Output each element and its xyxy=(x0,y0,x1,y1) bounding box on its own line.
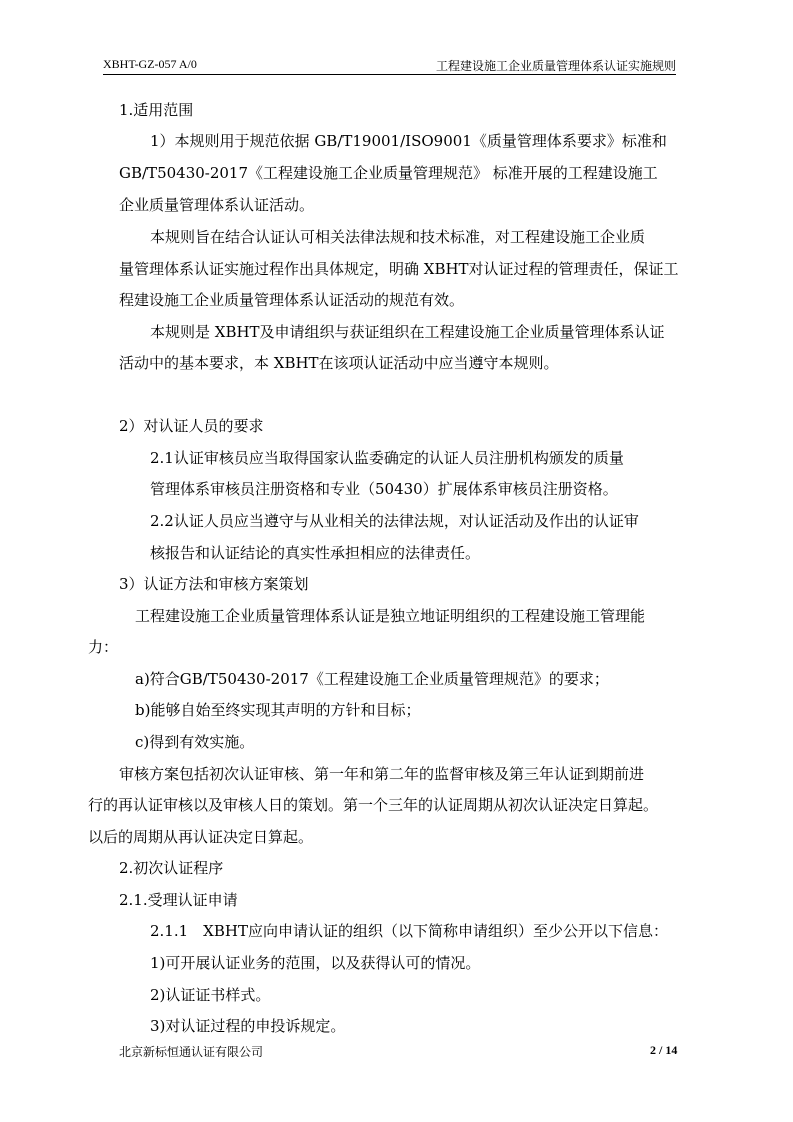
paragraph-line: 程建设施工企业质量管理体系认证活动的规范有效。 xyxy=(119,291,465,309)
subsection-heading: 2）对认证人员的要求 xyxy=(119,417,264,435)
list-item: c)得到有效实施。 xyxy=(135,733,255,751)
paragraph-line: 1）本规则用于规范依据 GB/T19001/ISO9001《质量管理体系要求》标准和 xyxy=(150,132,667,150)
page-header xyxy=(103,52,676,75)
section-heading: 2.初次认证程序 xyxy=(119,859,224,877)
list-item: 2)认证证书样式。 xyxy=(150,986,271,1004)
paragraph-line: 以后的周期从再认证决定日算起。 xyxy=(88,828,314,846)
document-code: XBHT-GZ-057 A/0 xyxy=(103,57,197,71)
subsection-heading: 3）认证方法和审核方案策划 xyxy=(119,575,309,593)
paragraph-line: 力： xyxy=(88,638,119,656)
page-number: 2 / 14 xyxy=(650,1043,678,1057)
paragraph-line: 行的再认证审核以及审核人日的策划。第一个三年的认证周期从初次认证决定日算起。 xyxy=(88,796,659,814)
paragraph-line: 工程建设施工企业质量管理体系认证是独立地证明组织的工程建设施工管理能 xyxy=(135,607,646,625)
paragraph-line: 企业质量管理体系认证活动。 xyxy=(119,196,315,214)
document-title: 工程建设施工企业质量管理体系认证实施规则 xyxy=(435,59,676,73)
paragraph-line: 管理体系审核员注册资格和专业（50430）扩展体系审核员注册资格。 xyxy=(150,480,618,498)
paragraph-line: 本规则旨在结合认证认可相关法律法规和技术标准，对工程建设施工企业质 xyxy=(150,228,646,246)
paragraph-line: 量管理体系认证实施过程作出具体规定，明确 XBHT对认证过程的管理责任，保证工 xyxy=(119,260,679,278)
list-item: a)符合GB/T50430-2017《工程建设施工企业质量管理规范》的要求； xyxy=(135,670,609,688)
section-heading: 1.适用范围 xyxy=(119,101,194,119)
paragraph-line: 2.1认证审核员应当取得国家认监委确定的认证人员注册机构颁发的质量 xyxy=(150,449,624,467)
list-item: 3)对认证过程的申投诉规定。 xyxy=(150,1017,346,1035)
paragraph-line: GB/T50430-2017《工程建设施工企业质量管理规范》 标准开展的工程建设施工 xyxy=(119,164,658,182)
paragraph-line: 本规则是 XBHT及申请组织与获证组织在工程建设施工企业质量管理体系认证 xyxy=(150,323,665,341)
list-item: b)能够自始至终实现其声明的方针和目标； xyxy=(135,701,421,719)
footer-company: 北京新标恒通认证有限公司 xyxy=(119,1045,264,1059)
paragraph-line: 核报告和认证结论的真实性承担相应的法律责任。 xyxy=(150,544,481,562)
subsection-heading: 2.1.受理认证申请 xyxy=(119,891,238,909)
paragraph-line: 2.1.1 XBHT应向申请认证的组织（以下简称申请组织）至少公开以下信息： xyxy=(150,922,668,940)
list-item: 1)可开展认证业务的范围，以及获得认可的情况。 xyxy=(150,954,481,972)
paragraph-line: 2.2认证人员应当遵守与从业相关的法律法规，对认证活动及作出的认证审 xyxy=(150,512,639,530)
paragraph-line: 审核方案包括初次认证审核、第一年和第二年的监督审核及第三年认证到期前进 xyxy=(119,765,645,783)
paragraph-line: 活动中的基本要求，本 XBHT在该项认证活动中应当遵守本规则。 xyxy=(119,354,559,372)
